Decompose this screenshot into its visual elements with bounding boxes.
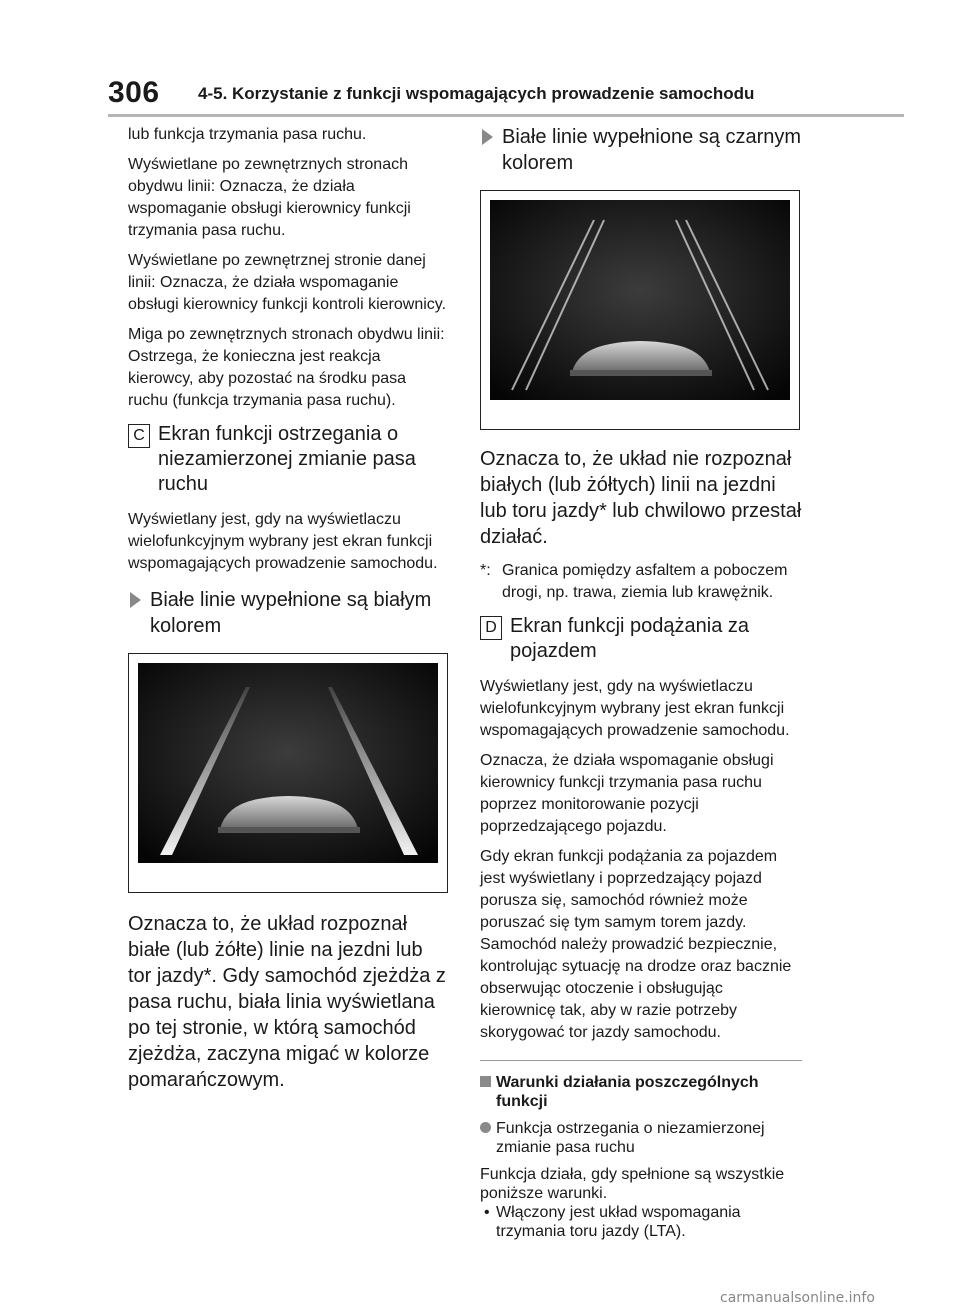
section-c-title: Ekran funkcji ostrzegania o niezamierzonej zmianie pasa ruchu	[158, 423, 416, 495]
paragraph: Oznacza to, że układ nie rozpoznał białych (lub żółtych) linii na jezdni lub toru jazdy* lub chwilowo przestał działać.	[480, 448, 802, 548]
lane-display-image	[138, 663, 438, 863]
conditions-heading	[480, 1073, 802, 1111]
section-d-title: Ekran funkcji podążania za pojazdem	[510, 615, 750, 662]
paragraph: Oznacza to, że układ rozpoznał białe (lub żółte) linie na jezdni lub tor jazdy*. Gdy samochód zjeżdża z pasa ruchu, biała linia wyświetlana po tej stronie, w którą samochód zjeżdża, zaczyna migać w kolorze pomarańczowym.	[128, 913, 446, 1091]
watermark: carmanualsonline.info	[720, 1290, 875, 1306]
circle-bullet-icon	[480, 1122, 491, 1133]
left-column	[128, 124, 450, 1093]
conditions-subtitle: Funkcja ostrzegania o niezamierzonej zmianie pasa ruchu	[496, 1120, 765, 1156]
paragraph: Wyświetlane po zewnętrznej stronie danej linii: Oznacza, że działa wspomaganie obsługi kierownicy funkcji kontroli kierownicy.	[128, 252, 447, 313]
section-d-heading	[480, 614, 802, 664]
list-item-text: Włączony jest układ wspomagania trzymania toru jazdy (LTA).	[496, 1204, 741, 1240]
divider	[480, 1060, 802, 1061]
conditions-title: Warunki działania poszczególnych funkcji	[496, 1074, 759, 1110]
subsection-title: Białe linie wypełnione są białym kolorem	[150, 589, 432, 637]
square-bullet-icon	[480, 1076, 491, 1087]
paragraph: Funkcja działa, gdy spełnione są wszystkie poniższe warunki.	[480, 1166, 785, 1202]
section-letter-d: D	[480, 616, 502, 640]
chapter-title: 4-5. Korzystanie z funkcji wspomagających prowadzenie samochodu	[198, 84, 755, 103]
lane-display-image	[490, 200, 790, 400]
header-rule	[108, 114, 904, 117]
page-number: 306	[108, 76, 160, 109]
section-letter-c: C	[128, 424, 150, 448]
triangle-arrow-icon	[482, 129, 493, 145]
right-column	[480, 124, 802, 1241]
subsection-title: Białe linie wypełnione są czarnym kolorem	[502, 126, 802, 174]
footnote	[480, 560, 802, 604]
display-figure-white-lines	[128, 653, 448, 893]
paragraph: Miga po zewnętrznych stronach obydwu linii: Ostrzega, że konieczna jest reakcja kierowcy, aby pozostać na środku pasa ruchu (funkcja trzymania pasa ruchu).	[128, 326, 445, 409]
paragraph: Wyświetlany jest, gdy na wyświetlaczu wielofunkcyjnym wybrany jest ekran funkcji wspomagających prowadzenie samochodu.	[128, 511, 438, 572]
page-header	[0, 0, 960, 118]
footnote-mark: *:	[480, 562, 491, 579]
list-item	[480, 1203, 802, 1241]
paragraph: Wyświetlane po zewnętrznych stronach obydwu linii: Oznacza, że działa wspomaganie obsługi kierownicy funkcji trzymania pasa ruchu.	[128, 156, 411, 239]
section-c-heading	[128, 422, 450, 497]
bullet-mark: •	[484, 1204, 490, 1221]
paragraph: Gdy ekran funkcji podążania za pojazdem jest wyświetlany i poprzedzający pojazd porusza się, samochód również może poruszać się tym samym torem jazdy. Samochód należy prowadzić bezpiecznie, kontrolując sytuację na drodze oraz bacznie obserwując otoczenie i obsługując kierownicę tak, aby w razie potrzeby skorygować tor jazdy samochodu.	[480, 848, 792, 1041]
paragraph: lub funkcja trzymania pasa ruchu.	[128, 126, 367, 143]
subsection-heading-black	[480, 124, 802, 176]
triangle-arrow-icon	[130, 592, 141, 608]
display-figure-black-lines	[480, 190, 800, 430]
subsection-heading-white	[128, 587, 450, 639]
paragraph: Wyświetlany jest, gdy na wyświetlaczu wielofunkcyjnym wybrany jest ekran funkcji wspomagających prowadzenie samochodu.	[480, 678, 790, 739]
paragraph: Oznacza, że działa wspomaganie obsługi kierownicy funkcji trzymania pasa ruchu poprzez monitorowanie pozycji poprzedzającego pojazdu.	[480, 752, 774, 835]
footnote-text: Granica pomiędzy asfaltem a poboczem drogi, np. trawa, ziemia lub krawężnik.	[502, 562, 788, 601]
conditions-subheading	[480, 1119, 802, 1157]
